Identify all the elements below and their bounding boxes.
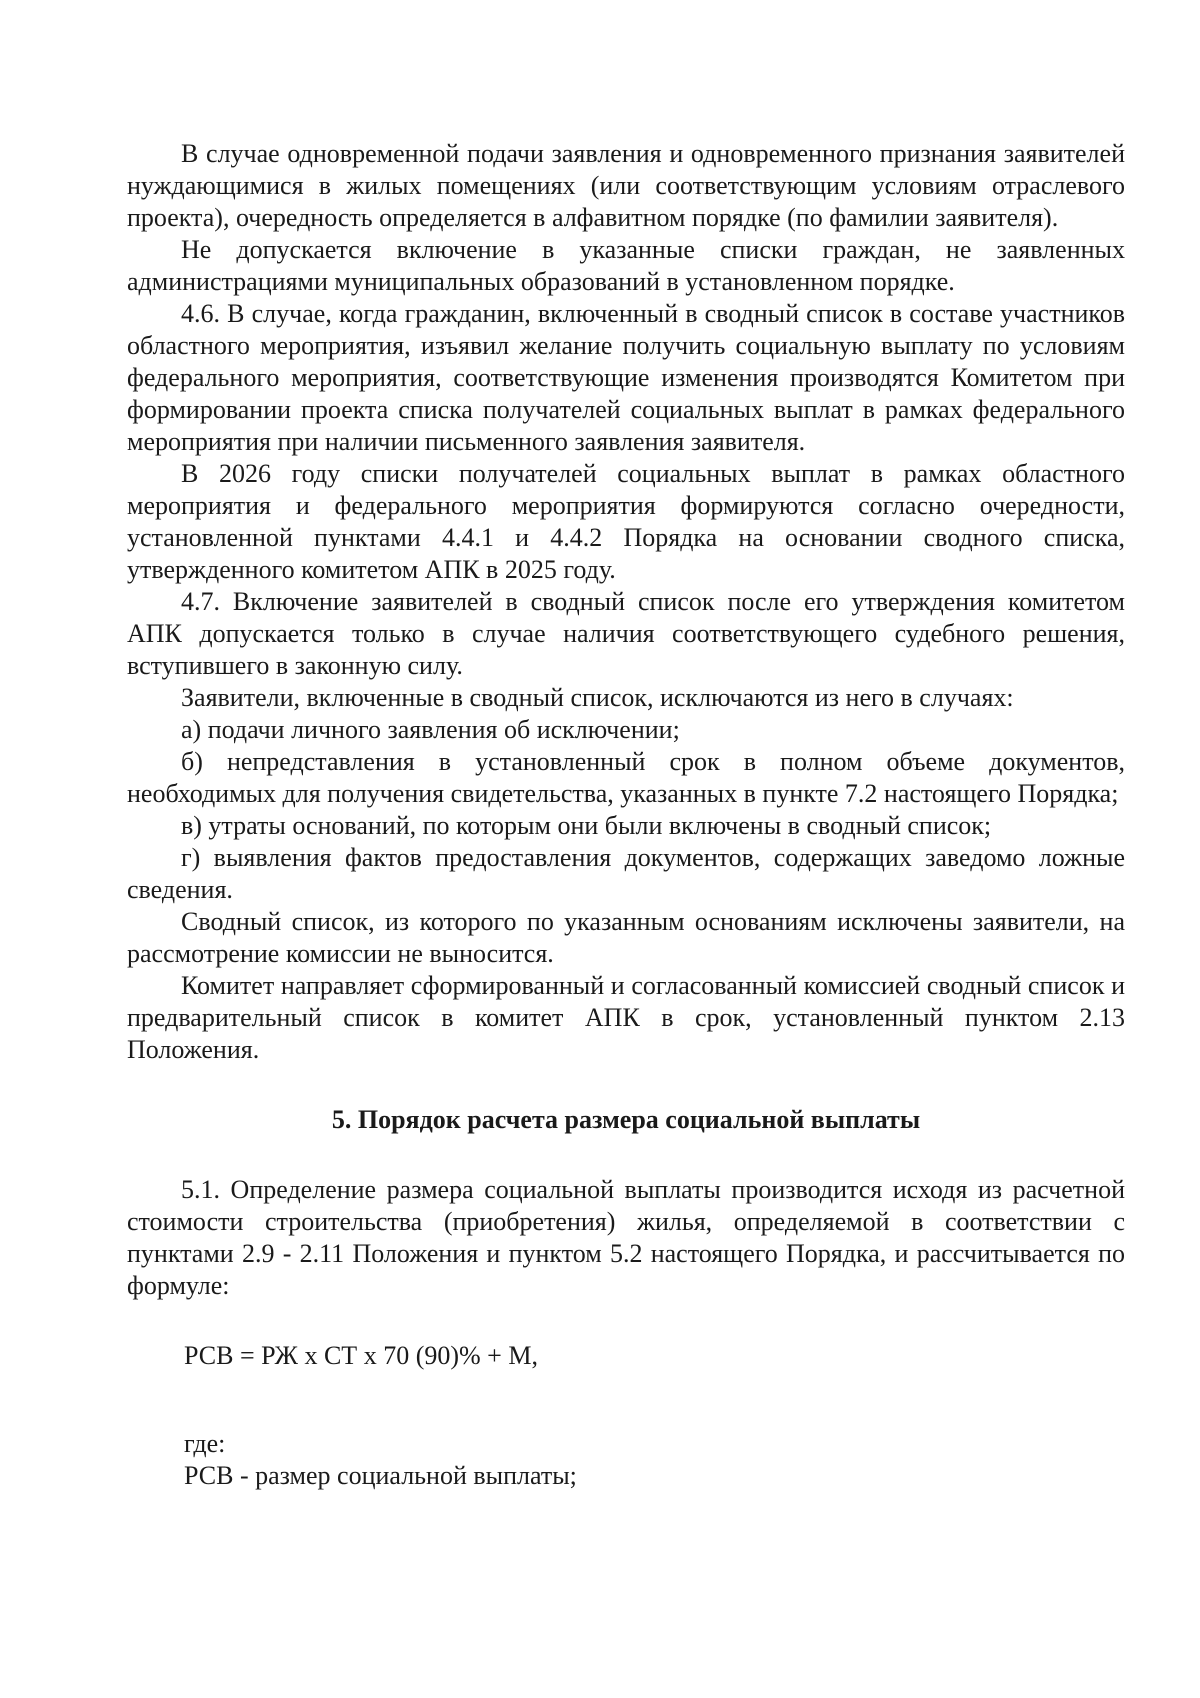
paragraph-5-1: 5.1. Определение размера социальной выплаты производится исходя из расчетной стоимости строительства (приобретения) жилья, определяемой в соответствии с пунктами 2.9 - 2.11 Положения и пунктом 5.2 настоящего Порядка, и рассчитывается по формуле:: [127, 1175, 1125, 1300]
formula: РСВ = РЖ х СТ х 70 (90)% + М,: [184, 1341, 538, 1370]
list-item-b: б) непредставления в установленный срок в полном объеме документов, необходимых для получения свидетельства, указанных в пункте 7.2 настоящего Порядка;: [127, 747, 1125, 808]
paragraph-4-6: 4.6. В случае, когда гражданин, включенный в сводный список в составе участников областного мероприятия, изъявил желание получить социальную выплату по условиям федерального мероприятия, соответствующие изменения производятся Комитетом при формировании проекта списка получателей социальных выплат в рамках федерального мероприятия при наличии письменного заявления заявителя.: [127, 299, 1125, 456]
where-label: где:: [184, 1429, 226, 1458]
paragraph-2026-lists: В 2026 году списки получателей социальных выплат в рамках областного мероприятия и федерального мероприятия формируются согласно очередности, установленной пунктами 4.4.1 и 4.4.2 Порядка на основании сводного списка, утвержденного комитетом АПК в 2025 году.: [127, 459, 1125, 584]
paragraph-not-allowed: Не допускается включение в указанные списки граждан, не заявленных администрациями муниципальных образований в установленном порядке.: [127, 235, 1125, 296]
paragraph-committee-sends: Комитет направляет сформированный и согласованный комиссией сводный список и предварительный список в комитет АПК в срок, установленный пунктом 2.13 Положения.: [127, 971, 1125, 1064]
section-heading: 5. Порядок расчета размера социальной выплаты: [331, 1105, 921, 1134]
definition-rsv: РСВ - размер социальной выплаты;: [184, 1461, 577, 1490]
document-body: [127, 138, 1125, 1492]
paragraph-not-submitted: Сводный список, из которого по указанным основаниям исключены заявители, на рассмотрение комиссии не выносится.: [127, 907, 1125, 968]
list-item-v: в) утраты оснований, по которым они были включены в сводный список;: [181, 811, 992, 840]
list-item-a: а) подачи личного заявления об исключении;: [181, 715, 680, 744]
list-item-g: г) выявления фактов предоставления документов, содержащих заведомо ложные сведения.: [127, 843, 1125, 904]
paragraph-alphabetical-order: В случае одновременной подачи заявления и одновременного признания заявителей нуждающимися в жилых помещениях (или соответствующим условиям отраслевого проекта), очередность определяется в алфавитном порядке (по фамилии заявителя).: [127, 139, 1125, 232]
paragraph-4-7: 4.7. Включение заявителей в сводный список после его утверждения комитетом АПК допускается только в случае наличия соответствующего судебного решения, вступившего в законную силу.: [127, 587, 1125, 680]
paragraph-exclusion-cases: Заявители, включенные в сводный список, исключаются из него в случаях:: [181, 683, 1014, 712]
